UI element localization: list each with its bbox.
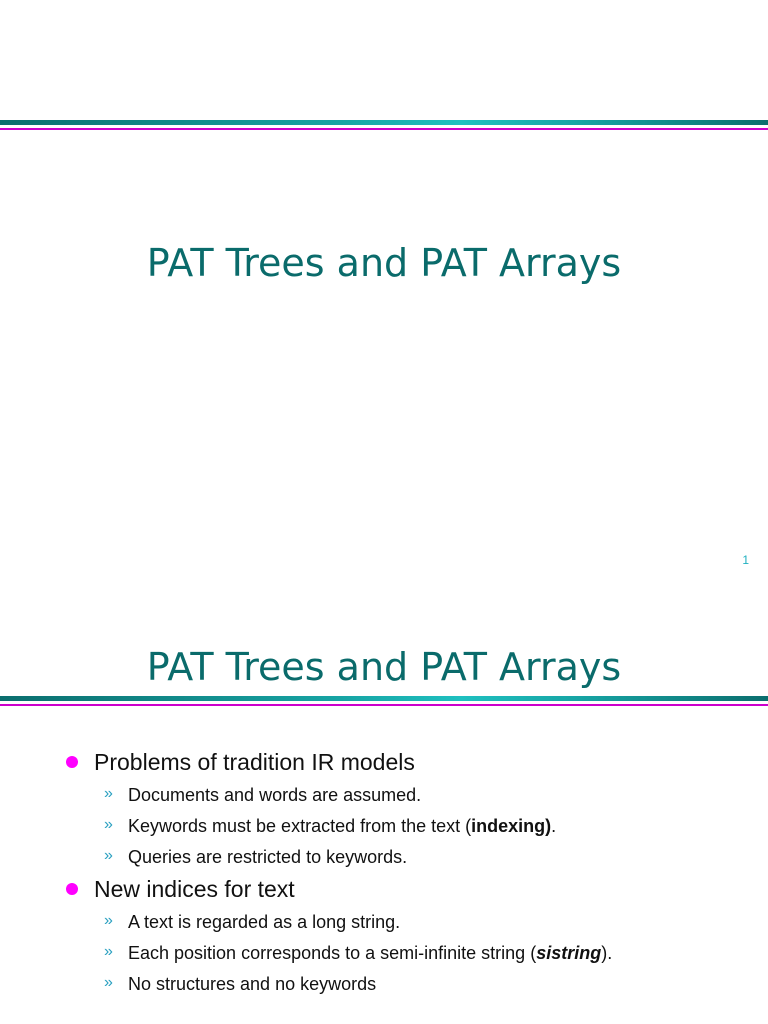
sub-bullet-text: Documents and words are assumed. <box>128 785 422 805</box>
chevron-right-icon: » <box>104 974 113 991</box>
sub-bullet-item <box>0 940 768 971</box>
bullet-text: New indices for text <box>94 876 295 902</box>
sub-bullet-item <box>0 813 768 844</box>
bullet-item <box>0 748 768 875</box>
bullet-list <box>0 748 768 1002</box>
chevron-right-icon: » <box>104 816 113 833</box>
text-segment: Keywords must be extracted from the text ( <box>128 816 472 836</box>
bullet-dot-icon <box>66 756 78 768</box>
sub-bullet-text <box>128 942 612 964</box>
slide-1-title: PAT Trees and PAT Arrays <box>146 241 622 285</box>
sub-bullet-list <box>0 782 768 875</box>
bullet-dot-icon <box>66 883 78 895</box>
sub-bullet-item <box>0 782 768 813</box>
chevron-right-icon: » <box>104 785 113 802</box>
sub-bullet-item <box>0 971 768 1002</box>
chevron-right-icon: » <box>104 943 113 960</box>
slide-2-title: PAT Trees and PAT Arrays <box>146 645 622 689</box>
text-segment: ). <box>601 943 613 963</box>
page-number: 1 <box>742 553 749 567</box>
slide-2 <box>0 600 768 1024</box>
magenta-rule-line <box>0 704 768 706</box>
sub-bullet-text <box>128 815 556 837</box>
header-rule <box>0 696 768 706</box>
chevron-right-icon: » <box>104 847 113 864</box>
chevron-right-icon: » <box>104 912 113 929</box>
text-segment: . <box>551 816 557 836</box>
bullet-text: Problems of tradition IR models <box>94 749 415 775</box>
sub-bullet-list <box>0 909 768 1002</box>
text-segment: Each position corresponds to a semi-infinite string ( <box>128 943 537 963</box>
bullet-item <box>0 875 768 1002</box>
magenta-rule-line <box>0 128 768 130</box>
sub-bullet-item <box>0 844 768 875</box>
sub-bullet-item <box>0 909 768 940</box>
bold-italic-term: sistring <box>536 943 602 963</box>
bold-term: indexing) <box>471 816 552 836</box>
header-rule <box>0 120 768 130</box>
sub-bullet-text: Queries are restricted to keywords. <box>128 847 408 867</box>
sub-bullet-text: No structures and no keywords <box>128 974 377 994</box>
sub-bullet-text: A text is regarded as a long string. <box>128 912 401 932</box>
